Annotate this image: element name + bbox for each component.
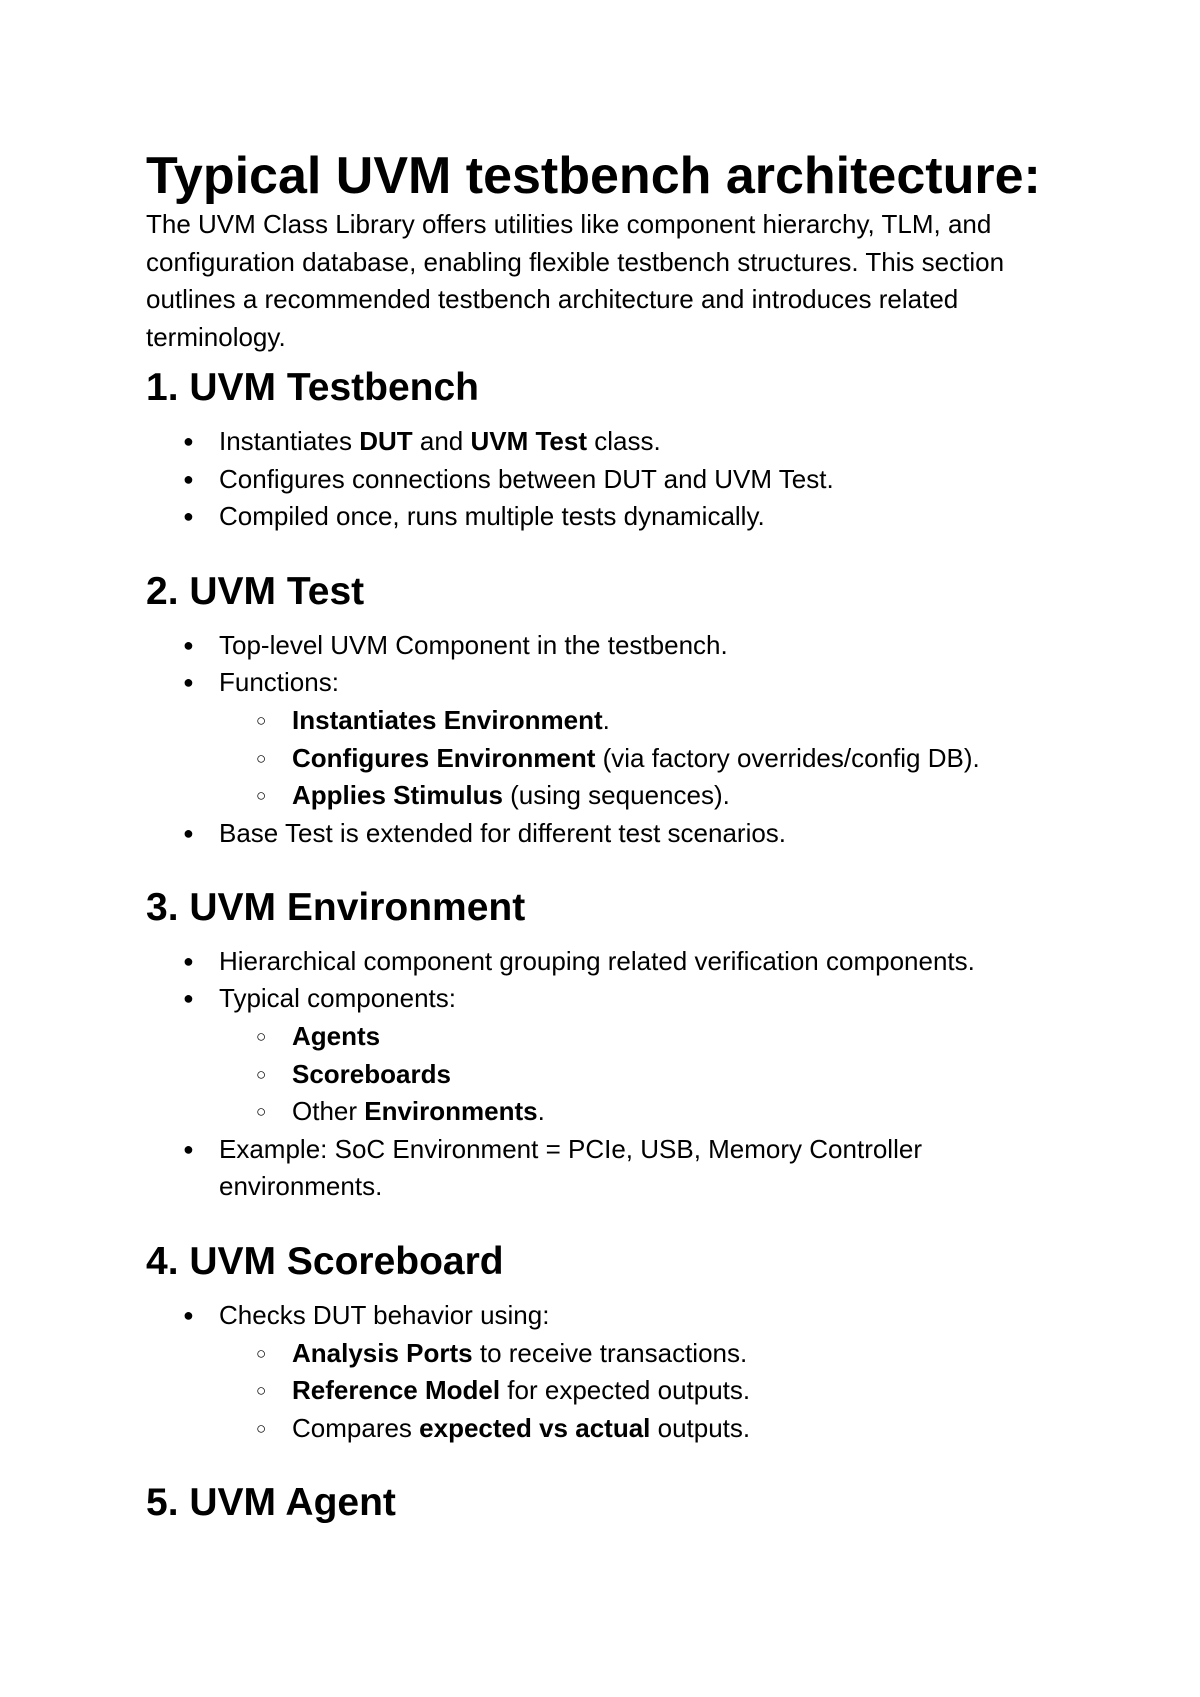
- sub-list-item: ○ Reference Model for expected outputs.: [292, 1372, 750, 1410]
- bullet-icon: ●: [183, 635, 194, 655]
- sub-list-item: ○ Other Environments.: [292, 1093, 545, 1131]
- bullet-icon: ●: [183, 506, 194, 526]
- bullet-icon: ●: [183, 469, 194, 489]
- sub-list-item: ○ Analysis Ports to receive transactions.: [292, 1335, 747, 1373]
- sub-list-item: ○ Configures Environment (via factory overrides/config DB).: [292, 740, 980, 778]
- sub-bullet-icon: ○: [256, 749, 267, 768]
- sub-bullet-icon: ○: [256, 1344, 267, 1363]
- bullet-icon: ●: [183, 951, 194, 971]
- bullet-icon: ●: [183, 823, 194, 843]
- section-heading-uvm-agent: 5. UVM Agent: [146, 1481, 396, 1524]
- sub-bullet-icon: ○: [256, 1065, 267, 1084]
- section-heading-uvm-scoreboard: 4. UVM Scoreboard: [146, 1240, 504, 1283]
- sub-list-item: ○ Compares expected vs actual outputs.: [292, 1410, 750, 1448]
- bullet-icon: ●: [183, 1305, 194, 1325]
- sub-bullet-icon: ○: [256, 786, 267, 805]
- section-heading-uvm-testbench: 1. UVM Testbench: [146, 366, 480, 409]
- sub-bullet-icon: ○: [256, 1102, 267, 1121]
- bullet-icon: ●: [183, 431, 194, 451]
- list-item: ● Example: SoC Environment = PCIe, USB, Memory Controller: [219, 1131, 922, 1169]
- list-item: ● Typical components:: [219, 980, 456, 1018]
- sub-bullet-icon: ○: [256, 1419, 267, 1438]
- list-item: ● Top-level UVM Component in the testbench.: [219, 627, 728, 665]
- sub-bullet-icon: ○: [256, 1027, 267, 1046]
- list-item: ● Instantiates DUT and UVM Test class.: [219, 423, 661, 461]
- document-title: Typical UVM testbench architecture:: [146, 147, 1041, 205]
- intro-paragraph: The UVM Class Library offers utilities like component hierarchy, TLM, and configuration database, enabling flexible testbench structures. This section outlines a recommended testbench architecture and introduces related terminology.: [146, 209, 1005, 352]
- sub-list-item: ○ Scoreboards: [292, 1056, 451, 1094]
- list-item: ● Checks DUT behavior using:: [219, 1297, 549, 1335]
- sub-list-item: ○ Agents: [292, 1018, 380, 1056]
- list-item: ● Hierarchical component grouping related verification components.: [219, 943, 975, 981]
- section-heading-uvm-environment: 3. UVM Environment: [146, 886, 526, 929]
- list-item: ● Base Test is extended for different test scenarios.: [219, 815, 786, 853]
- sub-list-item: ○ Applies Stimulus (using sequences).: [292, 777, 730, 815]
- sub-bullet-icon: ○: [256, 1381, 267, 1400]
- section-heading-uvm-test: 2. UVM Test: [146, 570, 365, 613]
- bullet-icon: ●: [183, 672, 194, 692]
- list-item: ● Functions:: [219, 664, 339, 702]
- bullet-icon: ●: [183, 1139, 194, 1159]
- list-item: ● Configures connections between DUT and UVM Test.: [219, 461, 834, 499]
- sub-list-item: ○ Instantiates Environment.: [292, 702, 610, 740]
- list-item-continuation: environments.: [219, 1171, 383, 1201]
- sub-bullet-icon: ○: [256, 711, 267, 730]
- list-item: ● Compiled once, runs multiple tests dynamically.: [219, 498, 765, 536]
- bullet-icon: ●: [183, 988, 194, 1008]
